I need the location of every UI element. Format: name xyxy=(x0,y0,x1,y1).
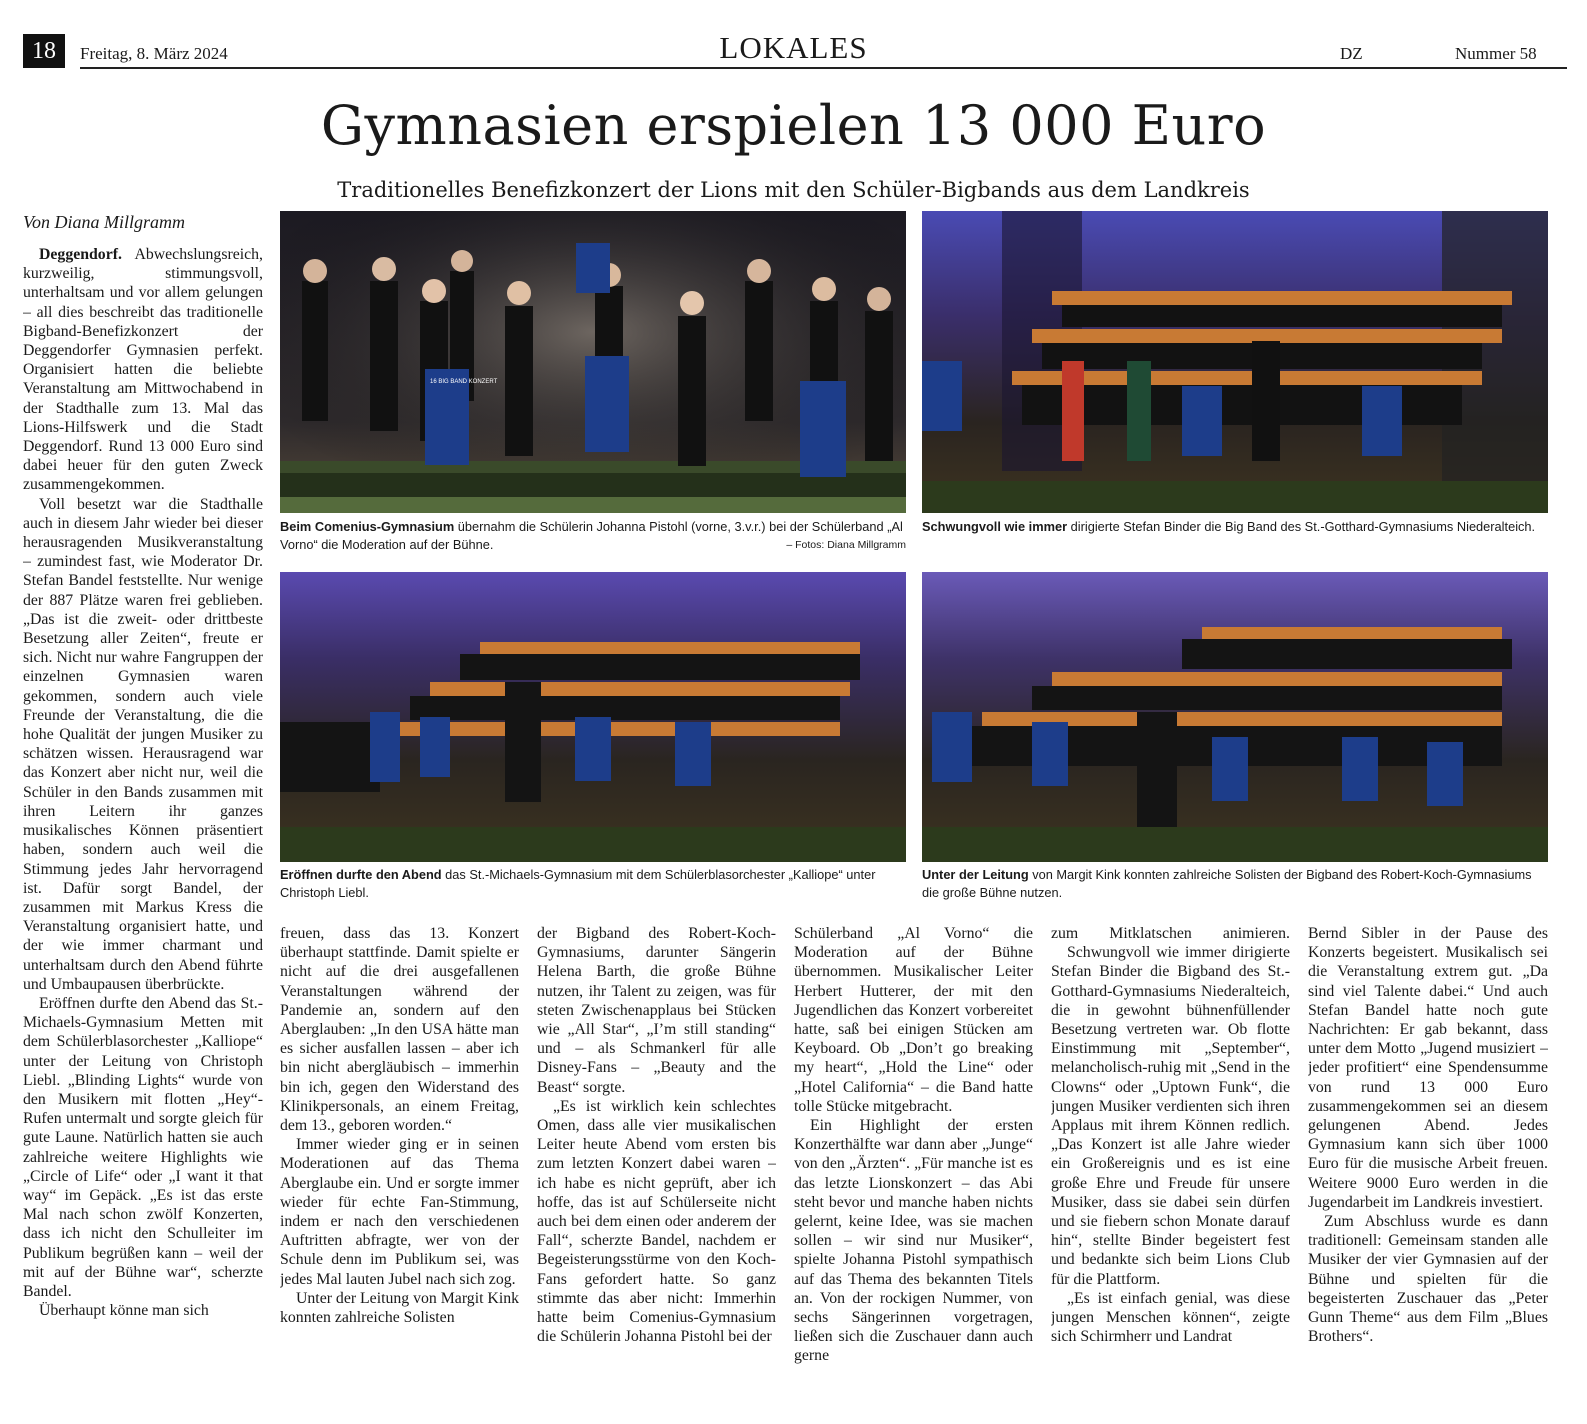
photo-robert-koch-bigband xyxy=(922,572,1548,862)
paragraph: Immer wieder ging er in seinen Moderationen auf das Thema Aberglaube ein. Und er sorgte immer wieder für echte Fan-Stimmung, indem er nach den verschiedenen Auftritten abfragte, wer von der Schule denn im Publikum sei, was jedes Mal lauten Jubel nach sich zog. xyxy=(280,1136,519,1288)
issue-number: Nummer 58 xyxy=(1455,44,1537,63)
photo-comenius-band xyxy=(280,211,906,513)
article-column-4 xyxy=(794,924,1033,1376)
paragraph: Bernd Sibler in der Pause des Konzerts begeistert. Musikalisch sei die Veranstaltung extrem gut. „Da sind viel Talente dabei.“ Und auch Stefan Bandel hatte noch gute Nachrichten: Er gab bekannt, dass unter dem Motto „Jugend musiziert – jeder profitiert“ eine Spendensumme von rund 13 000 Euro zusammengekommen sei an diesem gelungenen Abend. Jedes Gymnasium kann sich über 1000 Euro für die musische Arbeit freuen. Weitere 9000 Euro werden in die Jugendarbeit im Landkreis investiert. xyxy=(1308,925,1548,1211)
paragraph: Überhaupt könne man sich xyxy=(39,1302,209,1320)
paragraph: freuen, dass das 13. Konzert überhaupt stattfinde. Damit spielte er nicht auf die drei ausgefallenen Veranstaltungen während der Pandemie an, sondern auf den Aberglauben: „In den USA hätte man es sicher ausfallen lassen – aber ich bin nicht abergläubisch – immerhin bin ich, gegen den Widerstand des Klinikpersonals, an einem Freitag, dem 13., geboren worden.“ xyxy=(280,925,519,1135)
photo-caption-1 xyxy=(280,518,906,558)
photo-gotthard-bigband xyxy=(922,211,1548,513)
caption-lead: Beim Comenius-Gymnasium xyxy=(280,519,455,534)
paragraph: Unter der Leitung von Margit Kink konnten zahlreiche Solisten xyxy=(280,1289,519,1327)
paragraph xyxy=(23,245,263,495)
paragraph-text: Abwechslungsreich, kurzweilig, stimmungsvoll, unterhaltsam und vor allem gelungen – all dies beschreibt das traditionelle Bigband-Benefizkonzert der Deggendorfer Gymnasien perfekt. Organisiert hatten die beliebte Veranstaltung am Mittwochabend in der Stadthalle zum 13. Mal das Lions-Hilfswerk und die Stadt Deggendorf. Rund 13 000 Euro sind dabei heuer für den guten Zweck zusammengekommen. xyxy=(23,246,263,494)
paragraph: „Es ist einfach genial, was diese jungen Menschen können“, zeigte sich Schirmherr und Landrat xyxy=(1051,1289,1290,1346)
paragraph: Eröffnen durfte den Abend das St.-Michaels-Gymnasium Metten mit dem Schülerblasorchester „Kalliope“ unter der Leitung von Christoph Liebl. „Blinding Lights“ wurde von den Musikern mit flotten „Hey“-Rufen untermalt und sorgte gleich für gute Laune. Natürlich hatten sie auch zahlreiche weitere Highlights wie „Circle of Life“ oder „I want it that way“ im Gepäck. „Es ist das erste Mal nach schon zwölf Konzerten, dass ich nicht den Schulleiter im Publikum begrüßen kann – weil der mit auf der Bühne war“, scherzte Bandel. xyxy=(23,994,263,1300)
paragraph: Schülerband „Al Vorno“ die Moderation auf der Bühne übernommen. Musikalischer Leiter Herbert Hutterer, der mit den Jugendlichen das Konzert vorbereitet hatte, saß bei einigen Stücken am Keyboard. Ob „Don’t go breaking my heart“, „Hold the Line“ oder „Hotel California“ – die Band hatte tolle Stücke mitgebracht. xyxy=(794,925,1033,1115)
caption-text: übernahm die Schülerin Johanna Pistohl (vorne, 3.v.r.) bei der Schülerband „Al Vorno“ die Moderation auf der Bühne. xyxy=(280,519,903,552)
dateline: Deggendorf. xyxy=(39,246,122,263)
caption-lead: Schwungvoll wie immer xyxy=(922,519,1068,534)
photo-caption-2 xyxy=(922,518,1548,558)
photo-caption-3 xyxy=(280,866,906,906)
article-column-5 xyxy=(1051,924,1290,1376)
article-column-6 xyxy=(1308,924,1548,1376)
paragraph: Schwungvoll wie immer dirigierte Stefan Binder die Bigband des St.-Gotthard-Gymnasiums Niederalteich, die in gewohnt bühnenfüllender Besetzung vertreten war. Ob flotte Einstimmung mit „September“, melancholisch-ruhig mit „Send in the Clowns“ oder „Uptown Funk“, die jungen Musiker verdienten sich ihren Applaus mit ihrem Können redlich. „Das Konzert ist alle Jahre wieder ein Großereignis und es ist eine große Ehre und Freude für unsere Musiker, dass sie dabei sein dürfen und sie fiebern schon Monate darauf hin“, stellte Binder begeistert fest und bedankte sich beim Lions Club für die Plattform. xyxy=(1051,944,1290,1288)
article-column-2 xyxy=(280,924,519,1376)
article-column-3 xyxy=(537,924,776,1376)
paragraph: Zum Abschluss wurde es dann traditionell: Gemeinsam standen alle Musiker der vier Gymnasien auf der Bühne und spielten für die begeisterten Zuschauer das „Peter Gunn Theme“ aus dem Film „Blues Brothers“. xyxy=(1308,1213,1548,1346)
paragraph: Voll besetzt war die Stadthalle auch in diesem Jahr wieder bei dieser herausragenden Musikveranstaltung – zumindest fast, wie Moderator Dr. Stefan Bandel feststellte. Nur wenige der 887 Plätze waren frei geblieben. „Das ist die zweit- oder drittbeste Besetzung aller Zeiten“, freute er sich. Nicht nur wahre Fangruppen der einzelnen Gymnasien waren gekommen, sondern auch viele Freunde der Veranstaltung, die die hohe Qualität der jungen Musiker zu schätzen wissen. Herausragend war das Konzert aber nicht nur, weil die Schüler in den Bands zusammen mit ihren Leitern ihr ganzes musikalisches Können präsentiert haben, sondern auch weil die Stimmung jedes Jahr hervorragend ist. Dafür sorgt Bandel, der zusammen mit Markus Kress die Veranstaltung organisiert hatte, und der wie immer charmant und unterhaltsam durch den Abend führte und Umbaupausen überbrückte. xyxy=(23,495,263,993)
photo-credit: – Fotos: Diana Millgramm xyxy=(786,539,906,551)
paragraph: „Es ist wirklich kein schlechtes Omen, dass alle vier musikalischen Leiter heute Abend vom ersten bis zum letzten Konzert dabei waren – ich habe es nicht geprüft, aber ich hoffe, das ist auf Schülerseite nicht auch bei dem einen oder anderem der Fall“, scherzte Bandel, nachdem er Begeisterungsstürme von den Koch-Fans gefordert hatte. So ganz stimmte das aber nicht: Immerhin hatte beim Comenius-Gymnasium die Schülerin Johanna Pistohl bei der xyxy=(537,1097,776,1346)
author-byline: Von Diana Millgramm xyxy=(23,212,185,232)
caption-lead: Eröffnen durfte den Abend xyxy=(280,867,442,882)
paper-name: DZ xyxy=(1340,44,1363,63)
paragraph: Ein Highlight der ersten Konzerthälfte war dann aber „Junge“ von den „Ärzten“. „Für manche ist es das letzte Lionskonzert – das Abi steht bevor und manche haben nichts gelernt, keine Idee, was sie machen sollen – wir sind nur Musiker“, spielte Johanna Pistohl sympathisch auf das Thema des bekannten Titels an. Von der rockigen Nummer, von sechs Sängerinnen vorgetragen, ließen sich die Zuschauer dann auch gerne xyxy=(794,1117,1033,1365)
poster-label: 16 BIG BAND KONZERT xyxy=(430,379,498,385)
article-column-1 xyxy=(23,245,263,1377)
subheadline: Traditionelles Benefizkonzert der Lions mit den Schüler-Bigbands aus dem Landkreis xyxy=(337,178,1250,202)
caption-lead: Unter der Leitung xyxy=(922,867,1029,882)
caption-text: dirigierte Stefan Binder die Big Band des St.-Gotthard-Gymnasiums Niederalteich. xyxy=(1067,519,1536,534)
issue-date: Freitag, 8. März 2024 xyxy=(80,44,228,63)
paragraph: der Bigband des Robert-Koch-Gymnasiums, darunter Sängerin Helena Barth, die große Bühne nutzen, ihr Talent zu zeigen, was für steten Zwischenapplaus bei Stücken wie „All Star“, „I’m still standing“ und – als Schmankerl für alle Disney-Fans – „Beauty and the Beast“ sorgte. xyxy=(537,925,776,1096)
header-rule xyxy=(80,67,1567,69)
photo-michaels-orchestra xyxy=(280,572,906,862)
section-title: LOKALES xyxy=(719,30,868,65)
headline: Gymnasien erspielen 13 000 Euro xyxy=(320,94,1267,157)
page-number: 18 xyxy=(23,34,65,68)
paragraph: zum Mitklatschen animieren. xyxy=(1051,925,1290,942)
caption-text: das St.-Michaels-Gymnasium mit dem Schülerblasorchester „Kalliope“ unter Christoph Liebl. xyxy=(280,867,876,900)
photo-caption-4 xyxy=(922,866,1548,906)
caption-text: von Margit Kink konnten zahlreiche Solisten der Bigband des Robert-Koch-Gymnasiums die große Bühne nutzen. xyxy=(922,867,1532,900)
